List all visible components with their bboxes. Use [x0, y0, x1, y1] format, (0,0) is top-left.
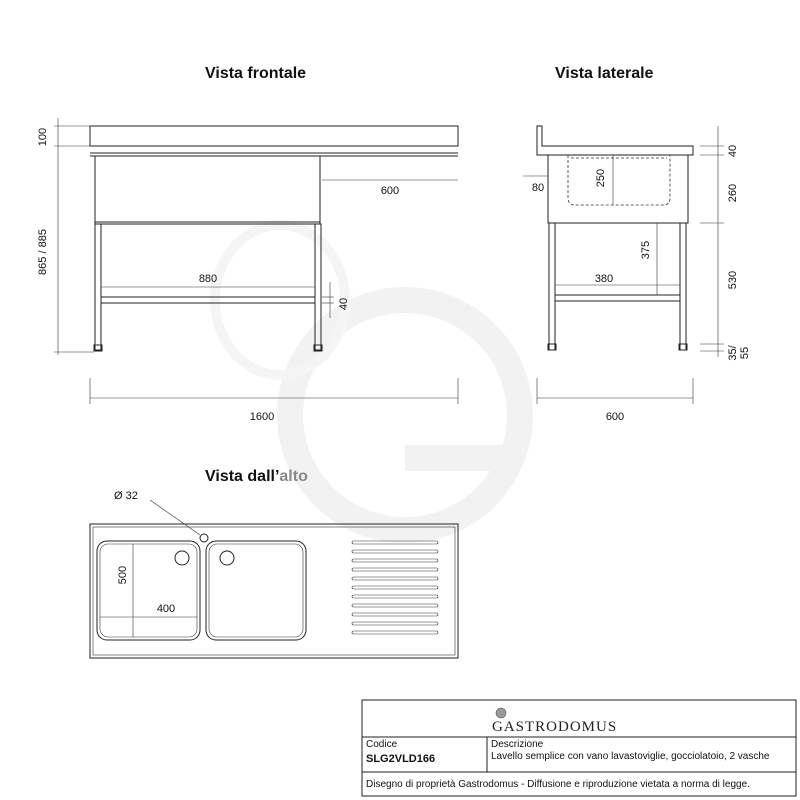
title-block [362, 700, 796, 796]
dim-side-600: 600 [605, 411, 625, 423]
front-view [37, 118, 458, 423]
dim-side-380: 380 [594, 273, 614, 285]
top-view-title-main: Vista dall’ [205, 468, 280, 485]
dim-front-100: 100 [37, 127, 49, 147]
footer-notice: Disegno di proprietà Gastrodomus - Diffusione e riproduzione vietata a norma di legge. [366, 779, 750, 790]
dim-top-hole: Ø 32 [114, 490, 138, 502]
dim-side-260: 260 [727, 183, 739, 203]
dim-side-80: 80 [531, 182, 545, 194]
brand-logo [492, 708, 617, 735]
top-view [90, 490, 458, 658]
top-view-title [205, 468, 308, 485]
dim-side-530: 530 [727, 270, 739, 290]
brand-name: GASTRODOMUS [492, 719, 618, 735]
dim-side-55: 55 [739, 346, 751, 360]
dim-top-400: 400 [156, 603, 176, 615]
top-view-title-accent: alto [279, 468, 308, 485]
code-label: Codice [366, 739, 398, 750]
dim-top-500: 500 [117, 565, 129, 585]
dim-side-40: 40 [727, 144, 739, 158]
dim-front-1600: 1600 [249, 411, 275, 423]
dim-side-375: 375 [640, 240, 652, 260]
dim-side-35: 35/ [727, 345, 739, 361]
dim-front-40: 40 [338, 297, 350, 311]
side-view [523, 126, 751, 423]
product-code: SLG2VLD166 [366, 753, 436, 765]
description-label: Descrizione [491, 739, 544, 750]
description-text: Lavello semplice con vano lavastoviglie, gocciolatoio, 2 vasche [491, 751, 770, 762]
drainboard-grooves [352, 541, 438, 634]
dim-front-600: 600 [380, 185, 400, 197]
dim-side-250: 250 [595, 168, 607, 188]
dim-front-880: 880 [198, 273, 218, 285]
side-view-title: Vista laterale [555, 65, 654, 82]
front-view-title: Vista frontale [205, 65, 307, 82]
dim-front-865: 865 / 885 [37, 229, 49, 275]
